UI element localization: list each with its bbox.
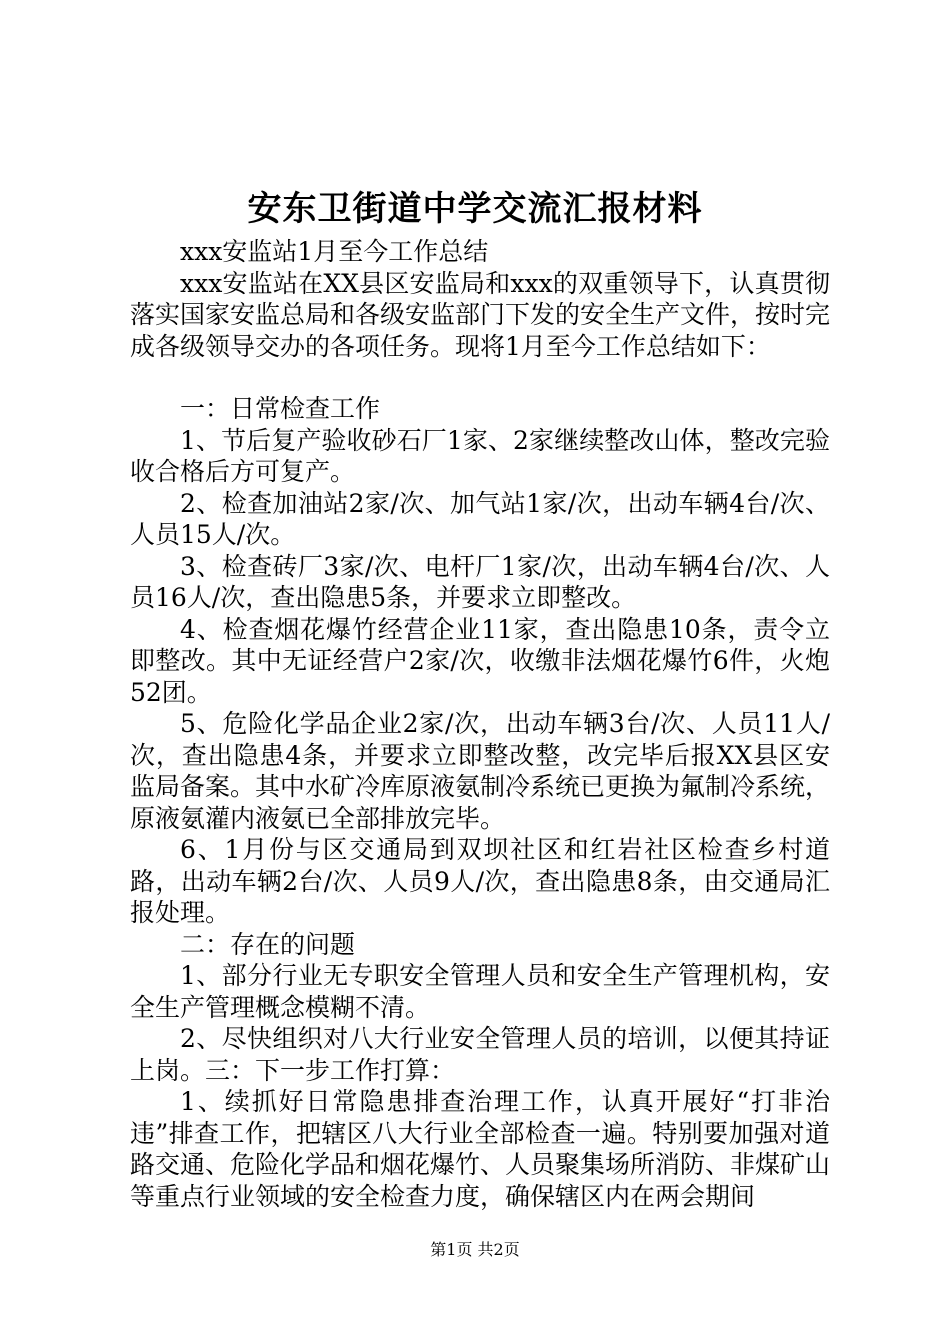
document-title: 安东卫街道中学交流汇报材料 <box>247 189 703 229</box>
list-item-1: 1、节后复产验收砂石厂1家、2家继续整改山体，整改完验收合格后方可复产。 <box>130 425 830 486</box>
plan-item-1: 1、续抓好日常隐患排查治理工作，认真开展好“打非治违”排查工作，把辖区八大行业全部检查一遍。特别要加强对道路交通、危险化学品和烟花爆竹、人员聚集场所消防、非煤矿山等重点行业领域的安全检查力度，确保辖区内在两会期间 <box>130 1087 831 1211</box>
page-footer: 第1页 共2页 <box>430 1240 520 1259</box>
section-heading-problems: 二：存在的问题 <box>180 929 356 959</box>
list-item-5: 5、危险化学品企业2家/次，出动车辆3台/次、人员11人/次，查出隐患4条，并要求立即整改整，改完毕后报XX县区安监局备案。其中水矿冷库原液氨制冷系统已更换为氟制冷系统，原液氨灌内液氨已全部排放完毕。 <box>130 709 831 833</box>
paragraph-spacer <box>130 362 830 393</box>
section-heading-daily-inspection: 一：日常检查工作 <box>180 394 381 423</box>
list-item-3: 3、检查砖厂3家/次、电杆厂1家/次，出动车辆4台/次、人员16人/次，查出隐患5条，并要求立即整改。 <box>130 551 830 612</box>
document-body <box>130 236 830 1212</box>
problem-item-2: 2、尽快组织对八大行业安全管理人员的培训，以便其持证上岗。三：下一步工作打算： <box>130 1024 830 1085</box>
list-item-6: 6、1月份与区交通局到双坝社区和红岩社区检查乡村道路，出动车辆2台/次、人员9人/次，查出隐患8条，由交通局汇报处理。 <box>130 835 830 927</box>
list-item-2: 2、检查加油站2家/次、加气站1家/次，出动车辆4台/次、人员15人/次。 <box>130 488 830 549</box>
problem-item-1: 1、部分行业无专职安全管理人员和安全生产管理机构，安全生产管理概念模糊不清。 <box>130 961 830 1022</box>
paragraph-summary-heading: xxx安监站1月至今工作总结 <box>180 237 489 266</box>
list-item-4: 4、检查烟花爆竹经营企业11家，查出隐患10条，责令立即整改。其中无证经营户2家/次，收缴非法烟花爆竹6件，火炮52团。 <box>130 614 830 707</box>
paragraph-intro: xxx安监站在XX县区安监局和xxx的双重领导下，认真贯彻落实国家安监总局和各级安监部门下发的安全生产文件，按时完成各级领导交办的各项任务。现将1月至今工作总结如下： <box>130 268 831 361</box>
